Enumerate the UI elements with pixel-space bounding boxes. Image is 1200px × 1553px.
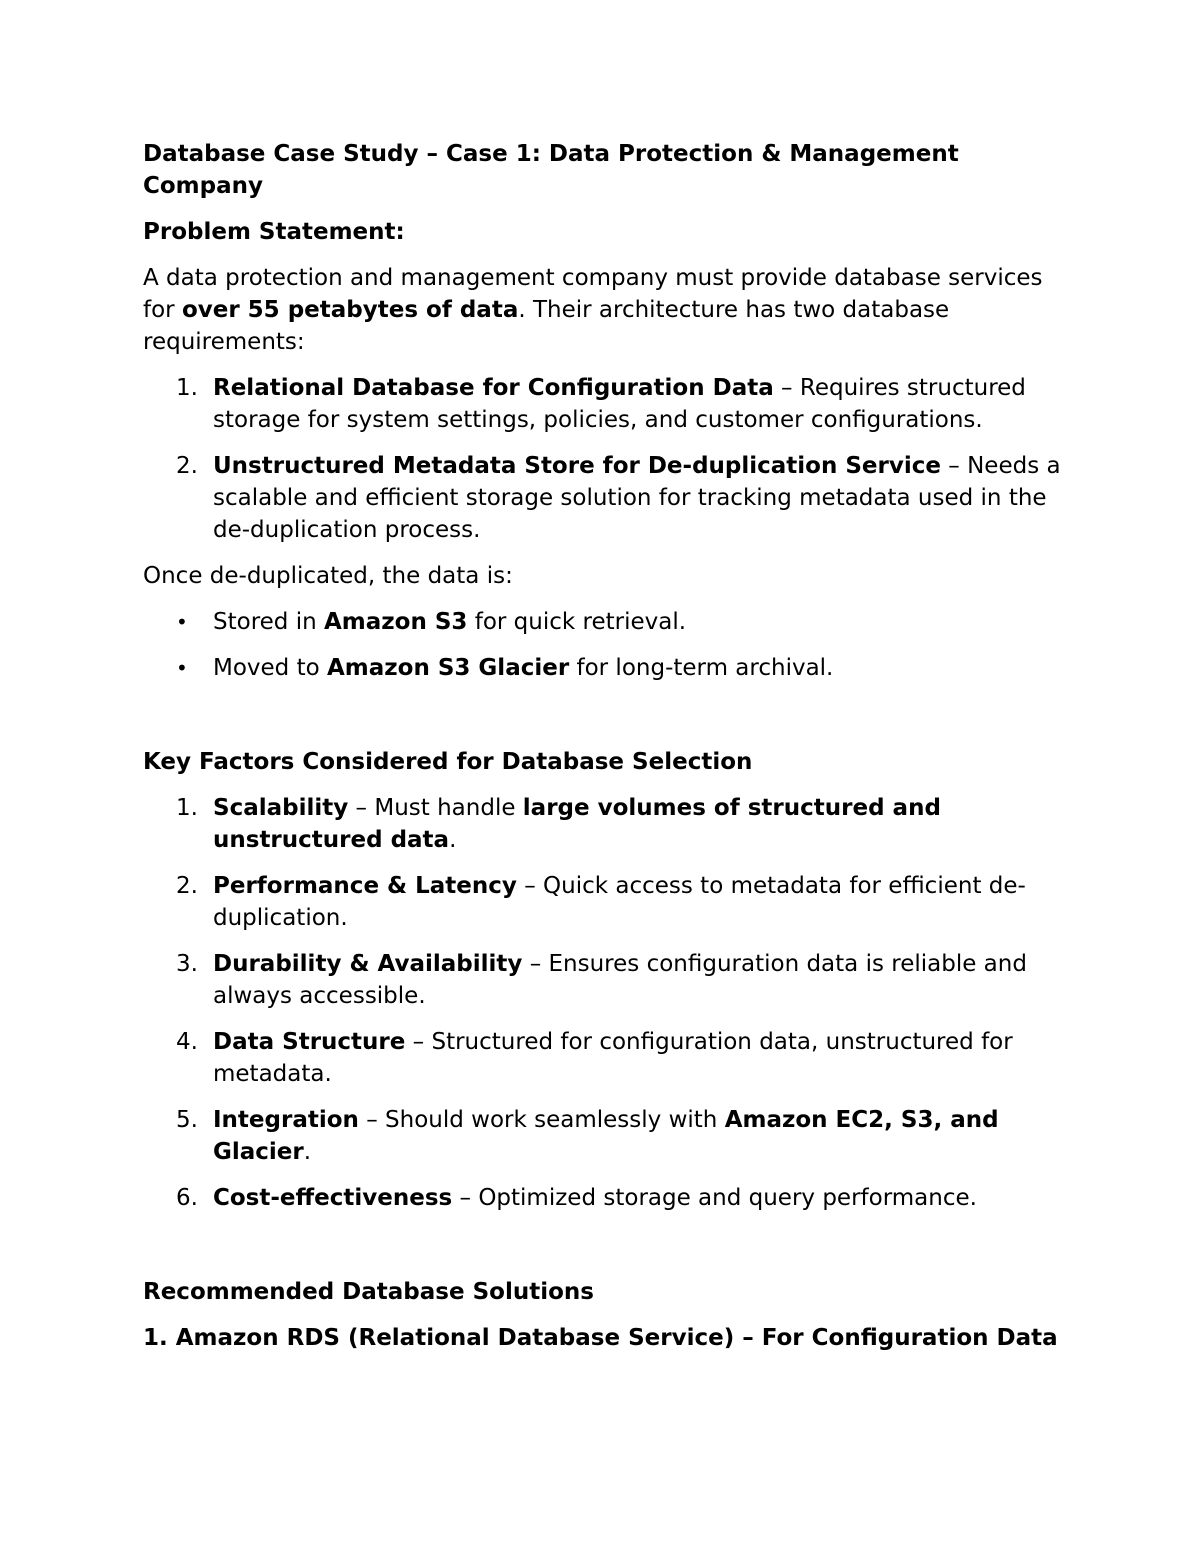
factor-title: Integration [213,1107,359,1133]
list-number: 2. [176,453,198,479]
list-number: 1. [176,795,198,821]
factor-item [143,1182,1068,1214]
factor-item [143,792,1068,856]
bullet-item [143,652,1068,684]
section-spacer [143,1228,1068,1276]
bullet-text: Stored in [213,609,324,635]
storage-bullets [143,606,1068,684]
factor-item [143,1104,1068,1168]
factor-text: – Structured for configuration data, unstructured for metadata. [213,1029,1013,1087]
requirement-text: – Needs a scalable and efficient storage solution for tracking metadata used in the de-duplication process. [213,453,1061,543]
factor-title: Scalability [213,795,349,821]
requirement-item [143,372,1068,436]
intro-bold: over 55 petabytes of data [181,297,519,323]
bullet-bold: Amazon S3 Glacier [327,655,570,681]
factor-text: – Must handle [348,795,523,821]
list-number: 6. [176,1185,198,1211]
factor-text: – Ensures configuration data is reliable and always accessible. [213,951,1027,1009]
requirement-title: Relational Database for Configuration Data [213,375,774,401]
factor-text-end: . [303,1139,312,1165]
factors-list [143,792,1068,1214]
requirement-text: – Requires structured storage for system settings, policies, and customer configurations. [213,375,1026,433]
list-number: 3. [176,951,198,977]
intro-text: A data protection and management company must provide database services for [143,265,1043,323]
factor-text: – Quick access to metadata for efficient de-duplication. [213,873,1026,931]
factor-title: Data Structure [213,1029,406,1055]
bullet-text-end: for long-term archival. [569,655,834,681]
document-title: Database Case Study – Case 1: Data Protection & Management Company [143,141,959,199]
list-number: 1. [176,375,198,401]
problem-intro [143,262,1068,358]
factor-text-end: . [449,827,457,853]
requirement-title: Unstructured Metadata Store for De-duplication Service [213,453,941,479]
factor-bold: Amazon EC2, S3, and Glacier [213,1107,999,1165]
solution-subheading: 1. Amazon RDS (Relational Database Service) – For Configuration Data [143,1325,1058,1351]
requirements-list [143,372,1068,546]
list-number: 2. [176,873,198,899]
bullet-icon: • [176,656,188,680]
list-number: 5. [176,1107,198,1133]
factor-text: – Should work seamlessly with [358,1107,725,1133]
requirement-item [143,450,1068,546]
factor-text: – Optimized storage and query performance. [452,1185,977,1211]
factor-title: Cost-effectiveness [213,1185,453,1211]
bullet-text: Moved to [213,655,327,681]
factor-title: Performance & Latency [213,873,517,899]
bullet-bold: Amazon S3 [323,609,468,635]
bullet-text-end: for quick retrieval. [467,609,687,635]
once-deduplicated-text: Once de-duplicated, the data is: [143,563,513,589]
list-number: 4. [176,1029,198,1055]
factor-item [143,948,1068,1012]
bullet-icon: • [176,610,188,634]
factors-heading: Key Factors Considered for Database Selection [143,749,753,775]
document-page [143,138,1068,1368]
section-spacer [143,698,1068,746]
problem-heading: Problem Statement: [143,219,405,245]
factor-item [143,1026,1068,1090]
solutions-heading: Recommended Database Solutions [143,1279,594,1305]
factor-title: Durability & Availability [213,951,523,977]
factor-bold: large volumes of structured and unstructured data [213,795,941,853]
bullet-item [143,606,1068,638]
intro-text-end: . Their architecture has two database requirements: [143,297,950,355]
factor-item [143,870,1068,934]
